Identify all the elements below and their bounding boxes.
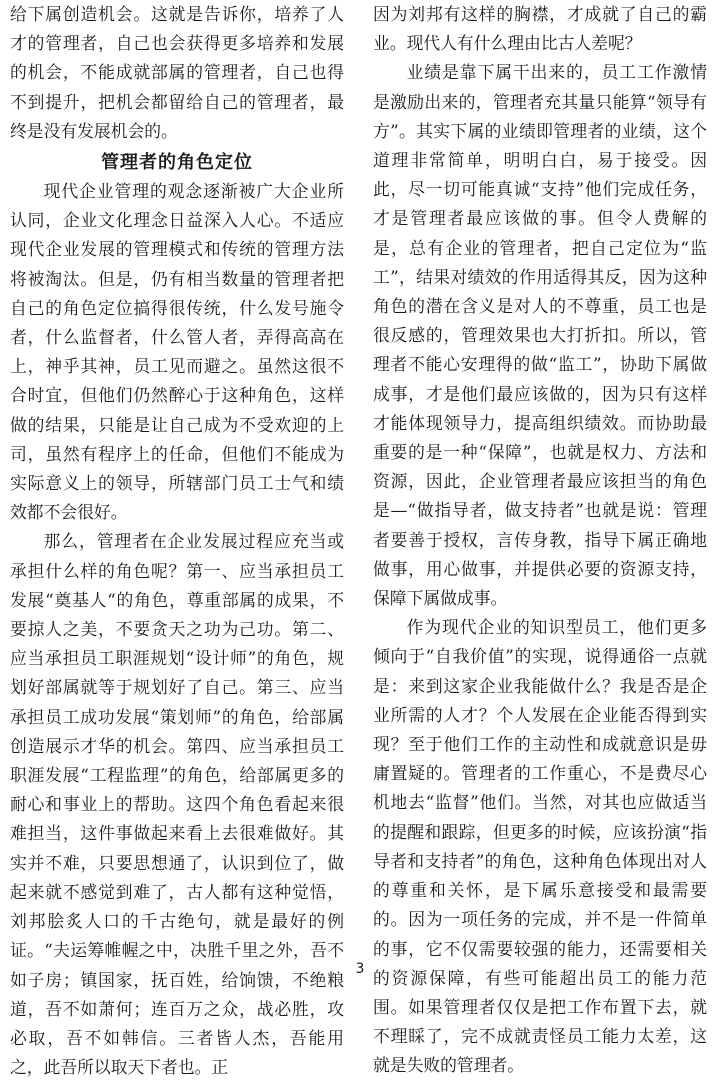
continued-paragraph: 给下属创造机会。这就是告诉你，培养了人才的管理者，自己也会获得更多培养和发展的机会，不能成就部属的管理者，自己也得不到提升，把机会都留给自己的管理者，最终是没有发展机会的。 [10, 4, 344, 141]
right-column [373, 0, 707, 1081]
paragraph: 那么，管理者在企业发展过程应充当或承担什么样的角色呢？第一、应当承担员工发展“奠基人“的角色，尊重部属的成果，不要掠人之美，不要贪天之功为己功。第二、应当承担员工职涯规划“设计师”的角色，规划好部属就等于规划好了自己。第三、应当承担员工成功发展“策划师”的角色，给部属创造展示才华的机会。第四、应当承担员工职涯发展“工程监理”的角色，给部属更多的耐心和事业上的帮助。这四个角色看起来很难担当，这件事做起来看上去很难做好。其实并不难，只要思想通了，认识到位了，做起来就不感觉到难了，古人都有这种觉悟，刘邦脍炙人口的千古绝句，就是最好的例证。“夫运筹帷幄之中，决胜千里之外，吾不如子房；镇国家，抚百姓，给饷馈，不绝粮道，吾不如萧何；连百万之众，战必胜，攻必取，吾不如韩信。三者皆人杰，吾能用之，此吾所以取天下者也。正 [10, 531, 344, 1078]
paragraph: 现代企业管理的观念逐渐被广大企业所认同，企业文化理念日益深入人心。不适应现代企业发展的管理模式和传统的管理方法将被淘汰。但是，仍有相当数量的管理者把自己的角色定位搞得很传统，什么发号施令者，什么监督者，什么管人者，弄得高高在上，神乎其神，员工见而避之。虽然这很不合时宜，但他们仍然醉心于这种角色，这样做的结果，只能是让自己成为不受欢迎的上司，虽然有程序上的任命，但他们不能成为实际意义上的领导，所辖部门员工士气和绩效都不会很好。 [10, 181, 344, 523]
page-number: 3 [355, 961, 365, 977]
continued-paragraph: 因为刘邦有这样的胸襟，才成就了自己的霸业。现代人有什么理由比古人差呢？ [373, 4, 707, 54]
section-title: 管理者的角色定位 [101, 152, 253, 174]
paragraph: 作为现代企业的知识型员工，他们更多倾向于“自我价值”的实现，说得通俗一点就是：来到这家企业我能做什么？我是否是企业所需的人才？个人发展在企业能否得到实现？至于他们工作的主动性和成就意识是毋庸置疑的。管理者的工作重心，不是费尽心机地去“监督”他们。当然，对其也应做适当的提醒和跟踪，但更多的时候，应该扮演“指导者和支持者”的角色，这种角色体现出对人的尊重和关怀，是下属乐意接受和最需要的。因为一项任务的完成，并不是一件简单的事，它不仅需要较强的能力，还需要相关的资源保障，有些可能超出员工的能力范围。如果管理者仅仅是把工作布置下去，就不理睬了，完不成就责怪员工能力太差，这就是失败的管理者。 [373, 617, 707, 1076]
left-column [10, 0, 344, 1082]
paragraph: 业绩是靠下属干出来的，员工工作激情是激励出来的，管理者充其量只能算“领导有方”。其实下属的业绩即管理者的业绩，这个道理非常简单，明明白白，易于接受。因此，尽一切可能真诚“支持”他们完成任务，才是管理者最应该做的事。但令人费解的是，总有企业的管理者，把自己定位为“监工”，结果对绩效的作用适得其反，因为这种角色的潜在含义是对人的不尊重，员工也是很反感的，管理效果也大打折扣。所以，管理者不能心安理得的做“监工”，协助下属做成事，才是他们最应该做的，因为只有这样才能体现领导力，提高组织绩效。而协助最重要的是一种“保障”，也就是权力、方法和资源，因此，企业管理者最应该担当的角色是—“做指导者，做支持者”也就是说：管理者要善于授权，言传身教，指导下属正确地做事，用心做事，并提供必要的资源支持，保障下属做成事。 [373, 62, 707, 609]
